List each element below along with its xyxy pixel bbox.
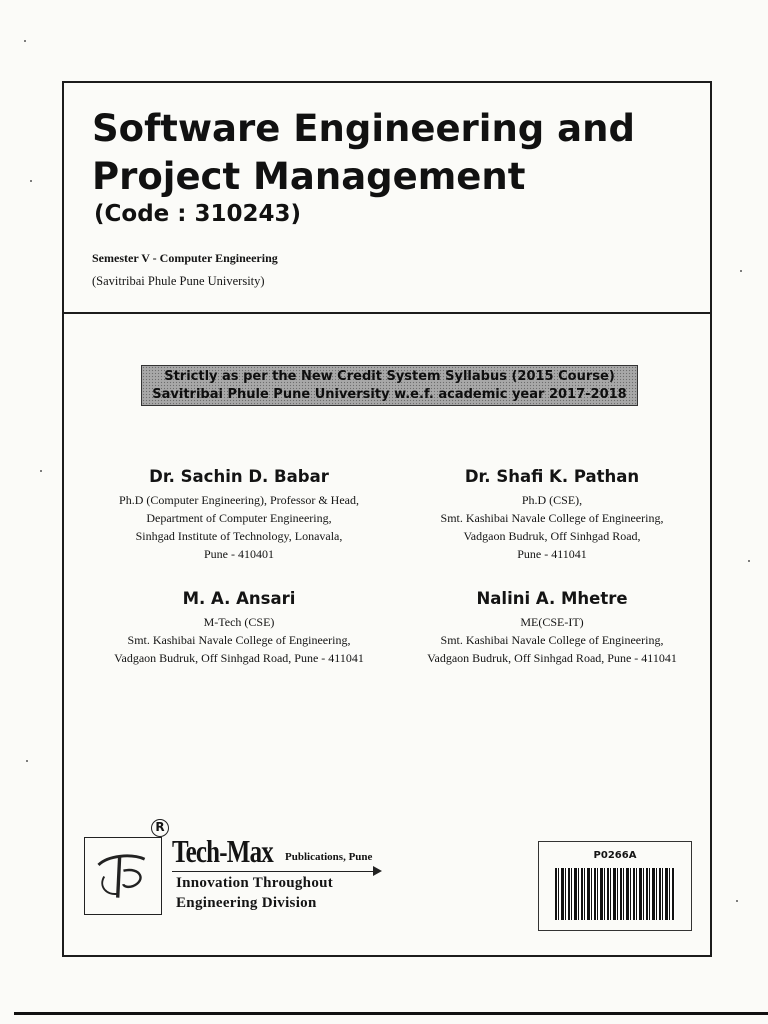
author-detail: Vadgaon Budruk, Off Sinhgad Road, Pune - 411041 <box>427 651 677 665</box>
author-detail: Smt. Kashibai Navale College of Engineering, <box>127 633 351 647</box>
author-block-4 <box>390 587 714 667</box>
author-detail: Sinhgad Institute of Technology, Lonavala, <box>135 529 343 543</box>
author-block-3 <box>74 587 404 667</box>
page-bottom-rule <box>14 1012 768 1015</box>
syllabus-line-2: Savitribai Phule Pune University w.e.f. academic year 2017-2018 <box>152 387 627 402</box>
author-detail: Pune - 411041 <box>517 547 587 561</box>
author-name: Dr. Shafi K. Pathan <box>464 467 640 486</box>
scan-speck <box>748 560 750 562</box>
author-detail: Pune - 410401 <box>204 547 274 561</box>
syllabus-line-1: Strictly as per the New Credit System Syllabus (2015 Course) <box>164 369 615 384</box>
author-block-1 <box>74 465 404 563</box>
scan-speck <box>40 470 42 472</box>
semester-label: Semester V - Computer Engineering <box>92 251 278 265</box>
header-divider <box>64 312 710 314</box>
scan-speck <box>740 270 742 272</box>
publisher-logo <box>84 819 404 919</box>
course-code: (Code : 310243) <box>94 201 301 227</box>
book-title <box>92 105 692 201</box>
author-block-2 <box>390 465 714 563</box>
author-detail: Vadgaon Budruk, Off Sinhgad Road, Pune - 411041 <box>114 651 364 665</box>
tp-monogram-icon <box>84 837 162 915</box>
author-detail: Department of Computer Engineering, <box>146 511 332 525</box>
registered-mark: R <box>151 819 169 837</box>
author-detail: Ph.D (CSE), <box>521 493 583 507</box>
publisher-brand: Tech-Max <box>172 833 273 869</box>
author-name: M. A. Ansari <box>182 589 296 608</box>
author-detail: Smt. Kashibai Navale College of Engineering, <box>440 633 664 647</box>
cover-frame <box>62 81 712 957</box>
barcode-icon <box>555 868 675 920</box>
scan-speck <box>736 900 738 902</box>
author-name: Dr. Sachin D. Babar <box>149 467 329 486</box>
scan-speck <box>24 40 26 42</box>
publisher-suffix: Publications, Pune <box>285 851 373 863</box>
arrow-right-icon <box>373 866 382 876</box>
author-detail: Vadgaon Budruk, Off Sinhgad Road, <box>463 529 641 543</box>
title-line-1: Software Engineering and <box>92 107 635 150</box>
publisher-tagline-2: Engineering Division <box>176 895 317 911</box>
university-label: (Savitribai Phule Pune University) <box>92 274 265 288</box>
author-detail: ME(CSE-IT) <box>520 615 584 629</box>
scan-speck <box>30 180 32 182</box>
brand-underline <box>172 871 377 872</box>
title-line-2: Project Management <box>92 155 526 198</box>
barcode-box <box>538 841 692 931</box>
syllabus-banner <box>141 365 638 406</box>
barcode-label: P0266A <box>593 850 637 861</box>
publisher-tagline-1: Innovation Throughout <box>176 875 334 891</box>
author-name: Nalini A. Mhetre <box>476 589 628 608</box>
author-detail: M-Tech (CSE) <box>203 615 275 629</box>
scan-speck <box>26 760 28 762</box>
author-detail: Ph.D (Computer Engineering), Professor & Head, <box>119 493 359 507</box>
author-detail: Smt. Kashibai Navale College of Engineering, <box>440 511 664 525</box>
